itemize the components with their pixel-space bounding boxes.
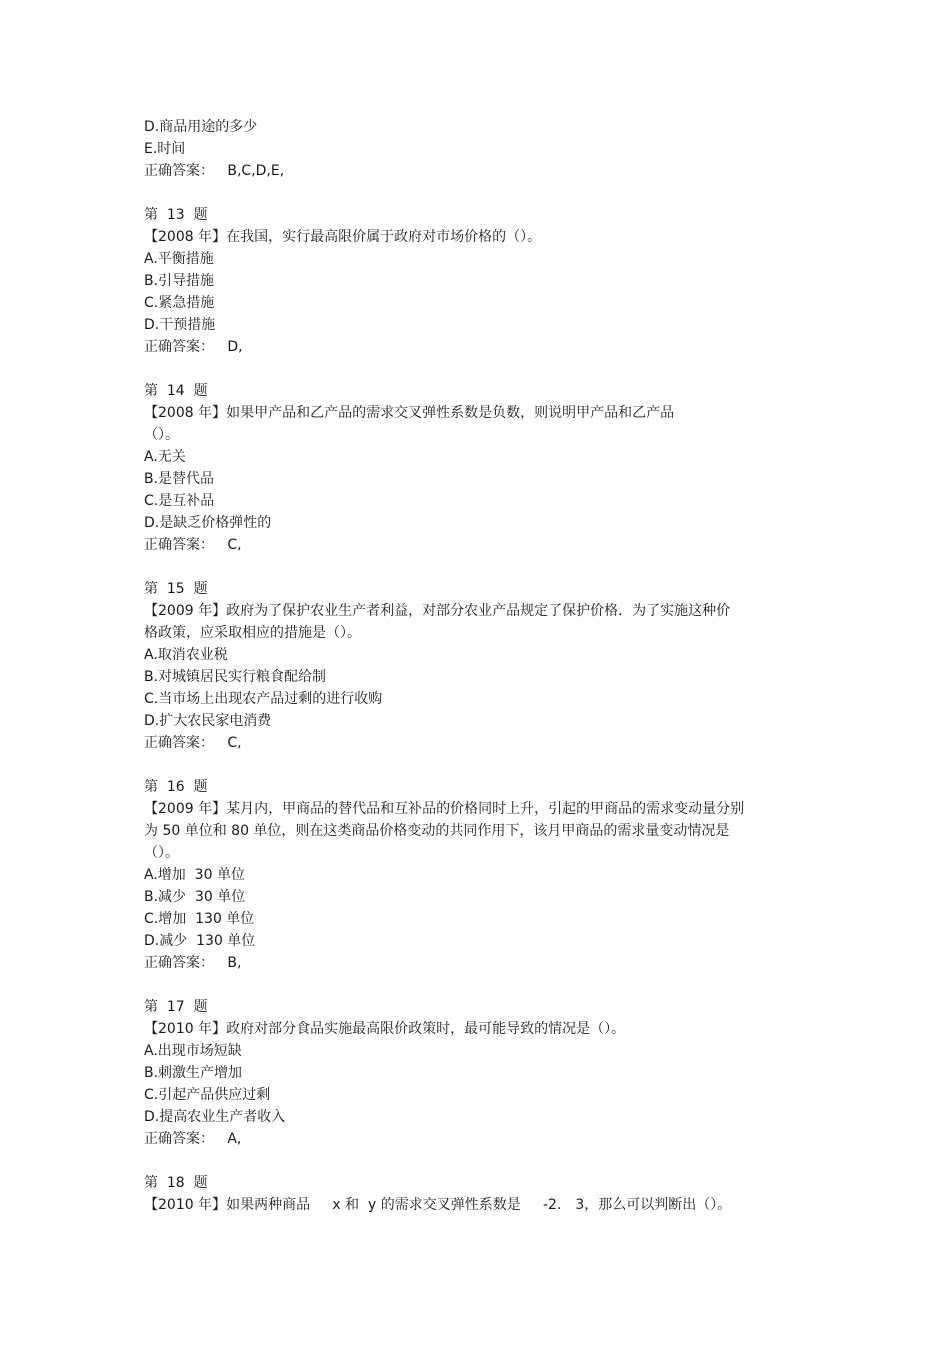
option-d: D.是缺乏价格弹性的 [144, 515, 272, 531]
option-c: C.是互补品 [144, 493, 215, 509]
question-stem: 【2009 年】政府为了保护农业生产者利益，对部分农业产品规定了保护价格．为了实施这种价格政策，应采取相应的措施是（）。 [144, 603, 731, 641]
answer-line: 正确答案： B, [144, 955, 242, 971]
option-c: C.增加 130 单位 [144, 911, 255, 927]
answer-line: 正确答案： D, [144, 339, 243, 355]
spacer [144, 556, 784, 578]
option-b: B.刺激生产增加 [144, 1065, 243, 1081]
option-a: A.出现市场短缺 [144, 1043, 242, 1059]
question-number: 第 16 题 [144, 779, 208, 795]
question-stem: 【2010 年】政府对部分食品实施最高限价政策时，最可能导致的情况是（）。 [144, 1021, 626, 1037]
spacer [144, 358, 784, 380]
option-b: B.减少 30 单位 [144, 889, 246, 905]
answer-line: 正确答案： A, [144, 1131, 242, 1147]
question-stem: 【2008 年】如果甲产品和乙产品的需求交叉弹性系数是负数，则说明甲产品和乙产品（）。 [144, 405, 675, 443]
question-stem: 【2008 年】在我国，实行最高限价属于政府对市场价格的（）。 [144, 229, 542, 245]
question-list [144, 116, 784, 1216]
answer-line: 正确答案： C, [144, 735, 242, 751]
answer-line: 正确答案： B,C,D,E, [144, 163, 285, 179]
option-b: B.是替代品 [144, 471, 215, 487]
option-c: C.当市场上出现农产品过剩的进行收购 [144, 691, 383, 707]
option-b: B.对城镇居民实行粮食配给制 [144, 669, 327, 685]
option-a: A.取消农业税 [144, 647, 228, 663]
option-d: D.减少 130 单位 [144, 933, 256, 949]
option-d: D.干预措施 [144, 317, 216, 333]
answer-line: 正确答案： C, [144, 537, 242, 553]
option-e: E.时间 [144, 141, 186, 157]
question-number: 第 17 题 [144, 999, 208, 1015]
question-number: 第 13 题 [144, 207, 208, 223]
option-d: D.提高农业生产者收入 [144, 1109, 286, 1125]
option-c: C.引起产品供应过剩 [144, 1087, 271, 1103]
option-b: B.引导措施 [144, 273, 215, 289]
spacer [144, 754, 784, 776]
spacer [144, 182, 784, 204]
option-c: C.紧急措施 [144, 295, 215, 311]
option-d: D.商品用途的多少 [144, 119, 258, 135]
option-a: A.无关 [144, 449, 186, 465]
question-number: 第 18 题 [144, 1175, 208, 1191]
question-stem: 【2009 年】某月内，甲商品的替代品和互补品的价格同时上升，引起的甲商品的需求变动量分别为 50 单位和 80 单位，则在这类商品价格变动的共同作用下，该月甲商品的需求量变动情况是（）。 [144, 801, 745, 861]
option-a: A.平衡措施 [144, 251, 214, 267]
spacer [144, 974, 784, 996]
question-number: 第 15 题 [144, 581, 208, 597]
spacer [144, 1150, 784, 1172]
option-a: A.增加 30 单位 [144, 867, 245, 883]
question-stem: 【2010 年】如果两种商品 x 和 y 的需求交叉弹性系数是 -2． 3，那么可以判断出（）。 [144, 1197, 732, 1213]
question-number: 第 14 题 [144, 383, 208, 399]
option-d: D.扩大农民家电消费 [144, 713, 272, 729]
